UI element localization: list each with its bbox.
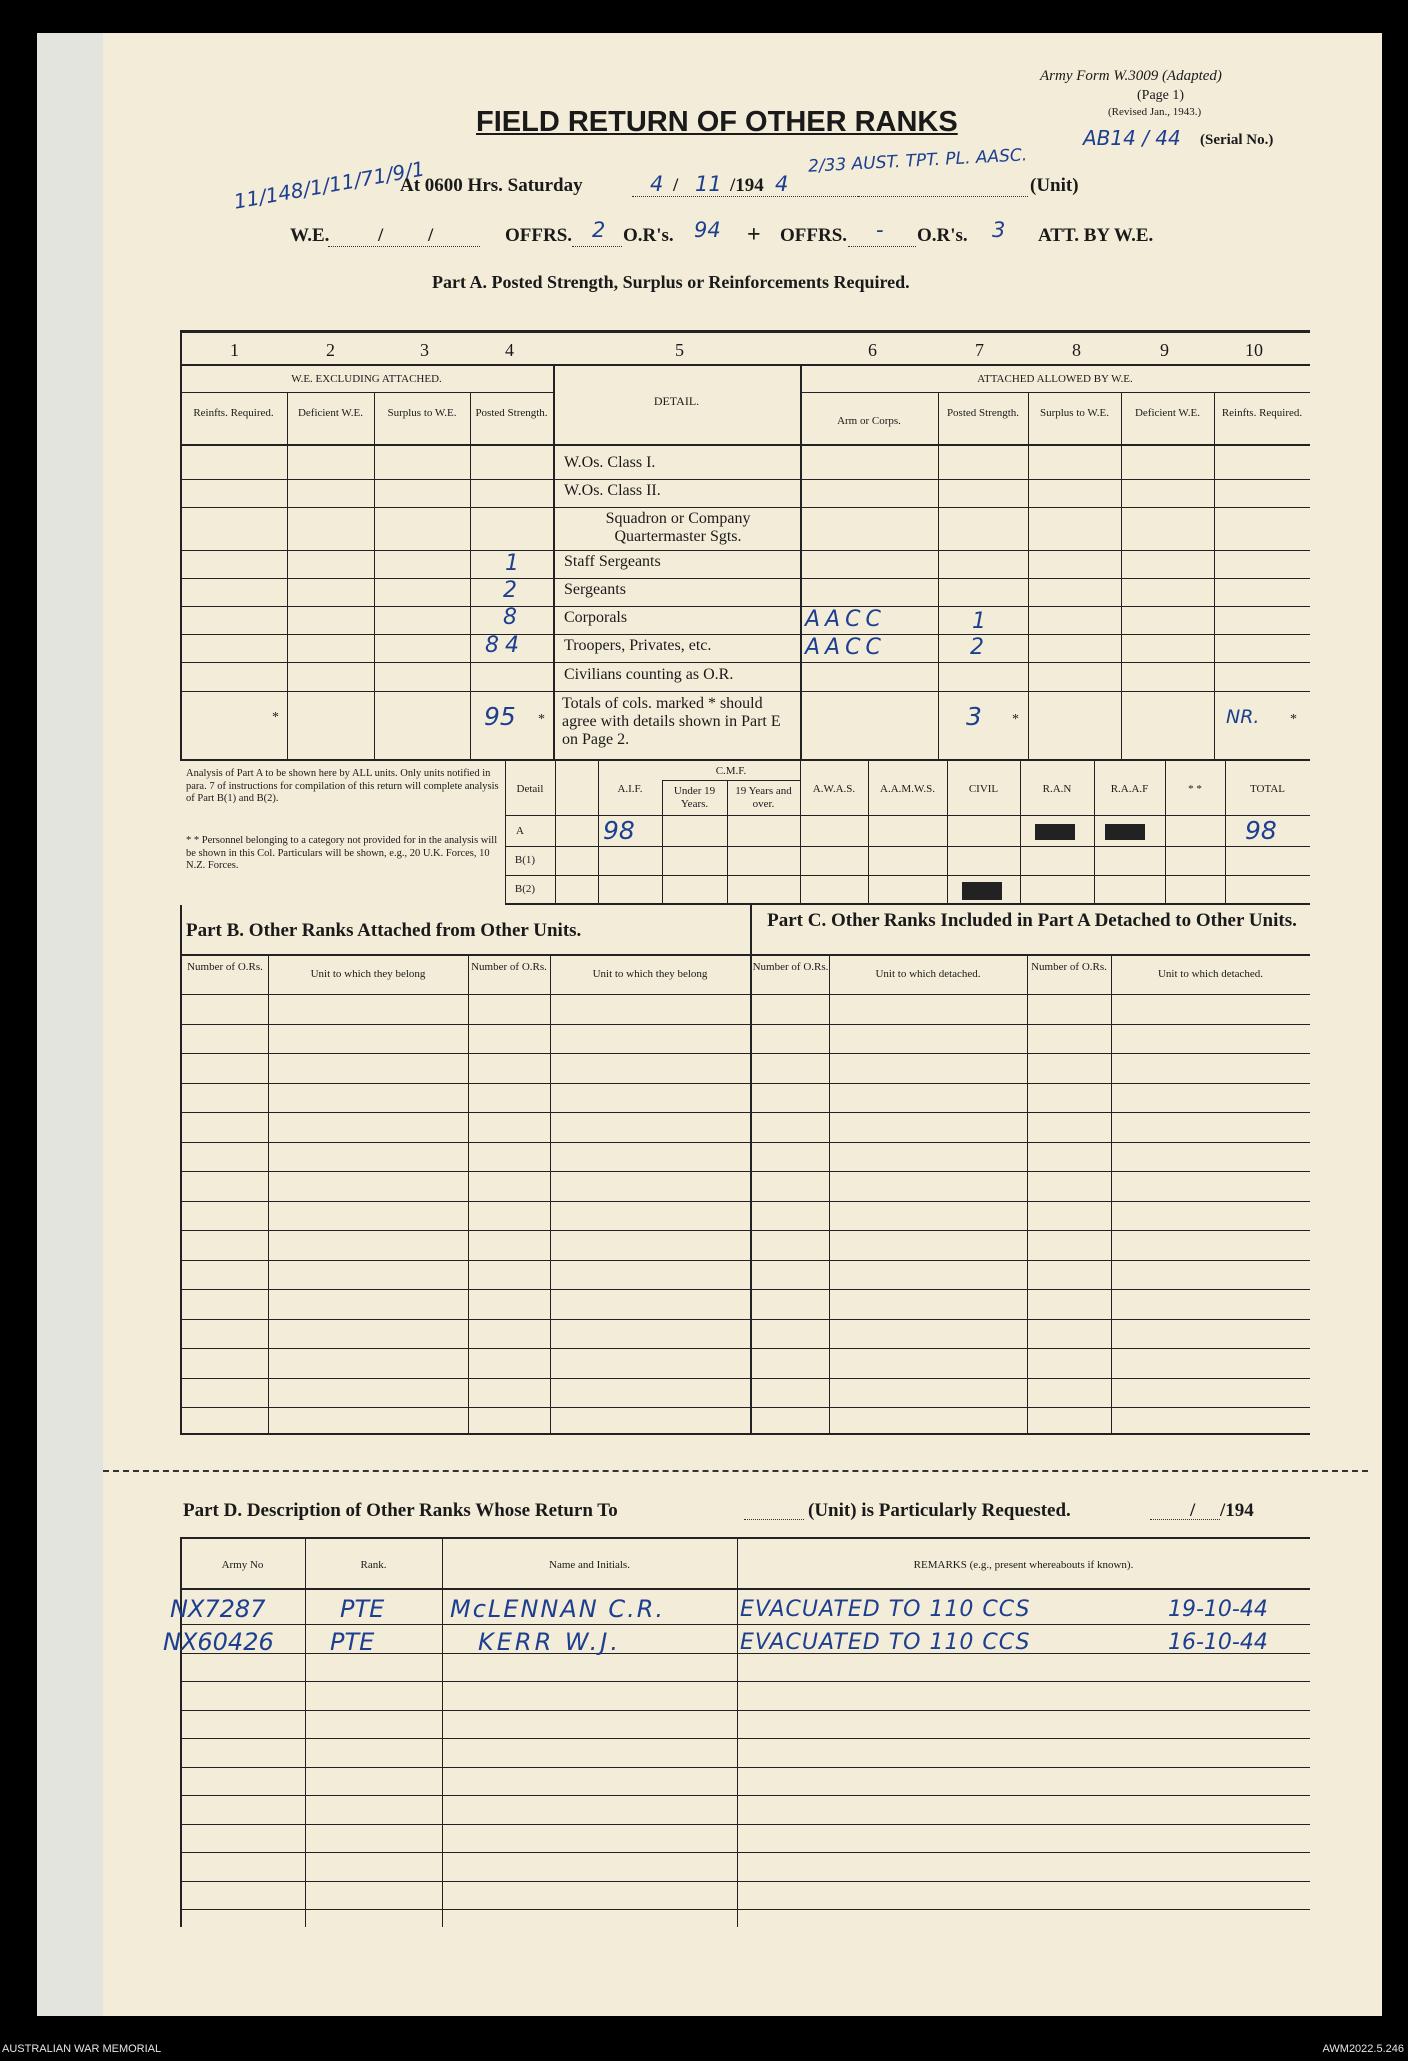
row-sergeants: Sergeants (564, 581, 626, 598)
revised-date: (Revised Jan., 1943.) (1108, 106, 1202, 118)
unit-value: 2/33 AUST. TPT. PL. AASC. (807, 145, 1028, 177)
ruled-line (180, 1260, 1310, 1261)
hdr-surplus-we: Surplus to W.E. (387, 407, 457, 419)
row-civilians: Civilians counting as O.R. (564, 666, 734, 683)
c-hdr-unit-2: Unit to which detached. (1157, 968, 1264, 980)
hdr-deficient-we: Deficient W.E. (297, 407, 364, 419)
ors-label: O.R's. (623, 225, 674, 246)
star-col1: * (272, 710, 279, 725)
row-wo-class-2: W.Os. Class II. (564, 482, 661, 499)
we-sep-2: / (428, 225, 434, 246)
an-hdr-ran: R.A.N (1042, 783, 1072, 795)
b-hdr-num-2: Number of O.Rs. (471, 961, 547, 973)
d-hdr-remarks: REMARKS (e.g., present whereabouts if known). (913, 1559, 1134, 1571)
part-b-title: Part B. Other Ranks Attached from Other Units. (186, 920, 582, 941)
ruled-line (180, 1407, 1310, 1408)
ruled-line (180, 1083, 1310, 1084)
hdr-arm-corps: Arm or Corps. (837, 415, 901, 427)
date-year-digit: 4 (775, 172, 789, 196)
we-label: W.E. (290, 225, 330, 246)
b-hdr-unit-2: Unit to which they belong (592, 968, 708, 980)
ruled-line (180, 1201, 1310, 1202)
col-num-9: 9 (1160, 340, 1169, 360)
col-num-3: 3 (420, 340, 429, 360)
an-hdr-total: TOTAL (1250, 783, 1285, 795)
footer-left: AUSTRALIAN WAR MEMORIAL (2, 2043, 162, 2055)
ruled-line (180, 1319, 1310, 1320)
detail-header: DETAIL. (653, 394, 700, 408)
d-hdr-army-no: Army No (221, 1559, 264, 1571)
date-sep: / (673, 175, 679, 196)
ruled-line (180, 1230, 1310, 1231)
att-ors-value: 3 (992, 218, 1006, 242)
ruled-line (180, 1112, 1310, 1113)
ruled-line (180, 1053, 1310, 1054)
d-entry-2-army-no: NX60426 (163, 1628, 274, 1656)
posted-privates: 84 (485, 633, 525, 658)
an-total-a: 98 (1245, 816, 1277, 845)
hdr-reinfts-required: Reinfts. Required. (193, 407, 274, 419)
col-num-10: 10 (1245, 340, 1263, 360)
redaction-civil (962, 882, 1002, 900)
analysis-note-2: * * Personnel belonging to a category not provided for in the analysis will be shown in this Col. Particulars will be shown, e.g., 20 U.K. Forces, 10 N.Z. Forces. (186, 835, 498, 871)
tear-line (103, 1470, 1368, 1472)
row-cqms: Squadron or Company Quartermaster Sgts. (605, 510, 751, 545)
d-entry-1-army-no: NX7287 (170, 1595, 266, 1623)
ruled-line (180, 1024, 1310, 1025)
we-sep-1: / (378, 225, 384, 246)
form-number: Army Form W.3009 (Adapted) (1040, 68, 1222, 84)
totals-reinfts: NR. (1226, 706, 1260, 728)
part-c-title: Part C. Other Ranks Included in Part A Detached to Other Units. (767, 910, 1297, 931)
date-year-prefix: /194 (730, 175, 764, 196)
serial-label: (Serial No.) (1200, 132, 1274, 148)
d-entry-1-rank: PTE (340, 1595, 385, 1623)
att-offrs-label: OFFRS. (780, 225, 848, 246)
part-d-title-date: /194 (1220, 1500, 1254, 1521)
ruled-line (180, 1909, 1310, 1910)
posted-staff-sgts: 1 (505, 551, 519, 576)
hdr-posted-strength: Posted Strength. (475, 407, 548, 419)
margin-note: 11/148/1/11/71/9/1 (232, 156, 427, 214)
d-entry-2-name: KERR W.J. (478, 1628, 621, 1656)
analysis-note: Analysis of Part A to be shown here by ALL units. Only units notified in para. 7 of instructions for compilation of this return will complete analysis of Part B(1) and B(2). (186, 768, 499, 804)
col-num-4: 4 (505, 340, 514, 360)
ruled-line (180, 1171, 1310, 1172)
col-num-1: 1 (230, 340, 239, 360)
redaction-raaf (1105, 824, 1145, 840)
d-entry-2-rank: PTE (330, 1628, 375, 1656)
hdr-att-reinfts: Reinfts. Required. (1221, 407, 1303, 419)
col-num-5: 5 (675, 340, 684, 360)
an-hdr-aamws: A.A.M.W.S. (880, 783, 935, 795)
att-offrs-value: - (876, 218, 884, 242)
col-num-8: 8 (1072, 340, 1081, 360)
paper-edge-strip (37, 33, 103, 2016)
totals-att-posted: 3 (966, 702, 982, 731)
d-hdr-name: Name and Initials. (549, 1559, 630, 1571)
unit-label: (Unit) (1030, 175, 1079, 196)
an-hdr-cmf: C.M.F. (715, 765, 747, 777)
an-aif-a: 98 (603, 816, 635, 845)
star-col4: * (538, 712, 545, 727)
ruled-line (180, 1824, 1310, 1825)
ruled-line (180, 1289, 1310, 1290)
b-hdr-num-1: Number of O.Rs. (187, 961, 263, 973)
d-entry-2-remarks: EVACUATED TO 110 CCS (740, 1630, 1031, 1655)
d-entry-1-date: 19-10-44 (1168, 1597, 1268, 1622)
ruled-line (180, 1378, 1310, 1379)
row-staff-sergeants: Staff Sergeants (564, 553, 661, 570)
c-hdr-num-1: Number of O.Rs. (752, 961, 829, 973)
plus-sign: + (747, 222, 761, 248)
att-ors-label: O.R's. (917, 225, 968, 246)
ruled-line (180, 1624, 1310, 1625)
attached-allowed-header: ATTACHED ALLOWED BY W.E. (977, 373, 1133, 385)
date-day: 4 (650, 172, 664, 196)
row-privates: Troopers, Privates, etc. (564, 637, 712, 654)
page-title: FIELD RETURN OF OTHER RANKS (476, 106, 958, 138)
ruled-line (180, 1767, 1310, 1768)
d-entry-1-name: McLENNAN C.R. (450, 1595, 666, 1623)
totals-note: Totals of cols. marked * should agree with details shown in Part E on Page 2. (562, 695, 781, 748)
part-d-title: Part D. Description of Other Ranks Whose Return To (183, 1500, 618, 1521)
d-hdr-rank: Rank. (360, 1559, 387, 1571)
an-hdr-detail: Detail (516, 783, 544, 795)
ruled-line (180, 1681, 1310, 1682)
totals-posted: 95 (484, 702, 516, 731)
att-posted-privates: 2 (970, 635, 984, 660)
hdr-att-surplus: Surplus to W.E. (1039, 407, 1110, 419)
c-hdr-num-2: Number of O.Rs. (1031, 961, 1107, 973)
serial-value: AB14 / 44 (1083, 126, 1181, 150)
an-row-b1: B(1) (514, 854, 536, 866)
an-row-b2: B(2) (514, 883, 536, 895)
an-hdr-aif: A.I.F. (617, 783, 643, 795)
footer-right: AWM2022.5.246 (1322, 2043, 1404, 2055)
arm-corporals: AACC (805, 607, 886, 632)
hdr-att-posted: Posted Strength. (946, 407, 1020, 419)
part-a-title: Part A. Posted Strength, Surplus or Reinforcements Required. (432, 272, 910, 292)
offrs-label: OFFRS. (505, 225, 573, 246)
arm-privates: AACC (805, 635, 886, 660)
att-posted-corporals: 1 (972, 609, 986, 634)
page-number: (Page 1) (1137, 88, 1185, 103)
redaction-ran (1035, 824, 1075, 840)
d-entry-2-date: 16-10-44 (1168, 1630, 1268, 1655)
an-hdr-civil: CIVIL (968, 783, 999, 795)
ruled-line (180, 1142, 1310, 1143)
b-hdr-unit-1: Unit to which they belong (310, 968, 426, 980)
ruled-line (180, 1881, 1310, 1882)
an-hdr-other: * * (1188, 783, 1202, 795)
an-row-a: A (516, 825, 524, 837)
archive-footer (0, 2039, 1408, 2061)
col-num-7: 7 (975, 340, 984, 360)
at-time-label: At 0600 Hrs. Saturday (400, 175, 583, 196)
ruled-line (180, 1795, 1310, 1796)
an-hdr-over19: 19 Years and over. (735, 785, 792, 810)
star-col7: * (1012, 712, 1019, 727)
an-hdr-awas: A.W.A.S. (812, 783, 856, 795)
hdr-att-deficient: Deficient W.E. (1134, 407, 1201, 419)
ors-value: 94 (694, 218, 721, 242)
d-entry-1-remarks: EVACUATED TO 110 CCS (740, 1597, 1031, 1622)
part-d-title-unit: (Unit) is Particularly Requested. (808, 1500, 1071, 1521)
row-corporals: Corporals (564, 609, 628, 626)
ruled-line (180, 1710, 1310, 1711)
ruled-line (180, 1852, 1310, 1853)
an-hdr-under19: Under 19 Years. (673, 785, 716, 810)
star-col10: * (1290, 712, 1297, 727)
col-num-2: 2 (326, 340, 335, 360)
row-wo-class-1: W.Os. Class I. (564, 454, 656, 471)
date-month: 11 (695, 172, 722, 196)
part-d-title-sep: / (1190, 1500, 1196, 1521)
ruled-line (180, 1738, 1310, 1739)
ruled-line (180, 1348, 1310, 1349)
ruled-line (180, 994, 1310, 995)
att-by-we-label: ATT. BY W.E. (1038, 225, 1154, 246)
col-num-6: 6 (868, 340, 877, 360)
c-hdr-unit-1: Unit to which detached. (875, 968, 981, 980)
offrs-value: 2 (592, 218, 606, 242)
posted-corporals: 8 (503, 605, 517, 630)
posted-sgts: 2 (503, 578, 517, 603)
we-excluding-header: W.E. EXCLUDING ATTACHED. (291, 373, 442, 385)
an-hdr-raaf: R.A.A.F (1110, 783, 1149, 795)
